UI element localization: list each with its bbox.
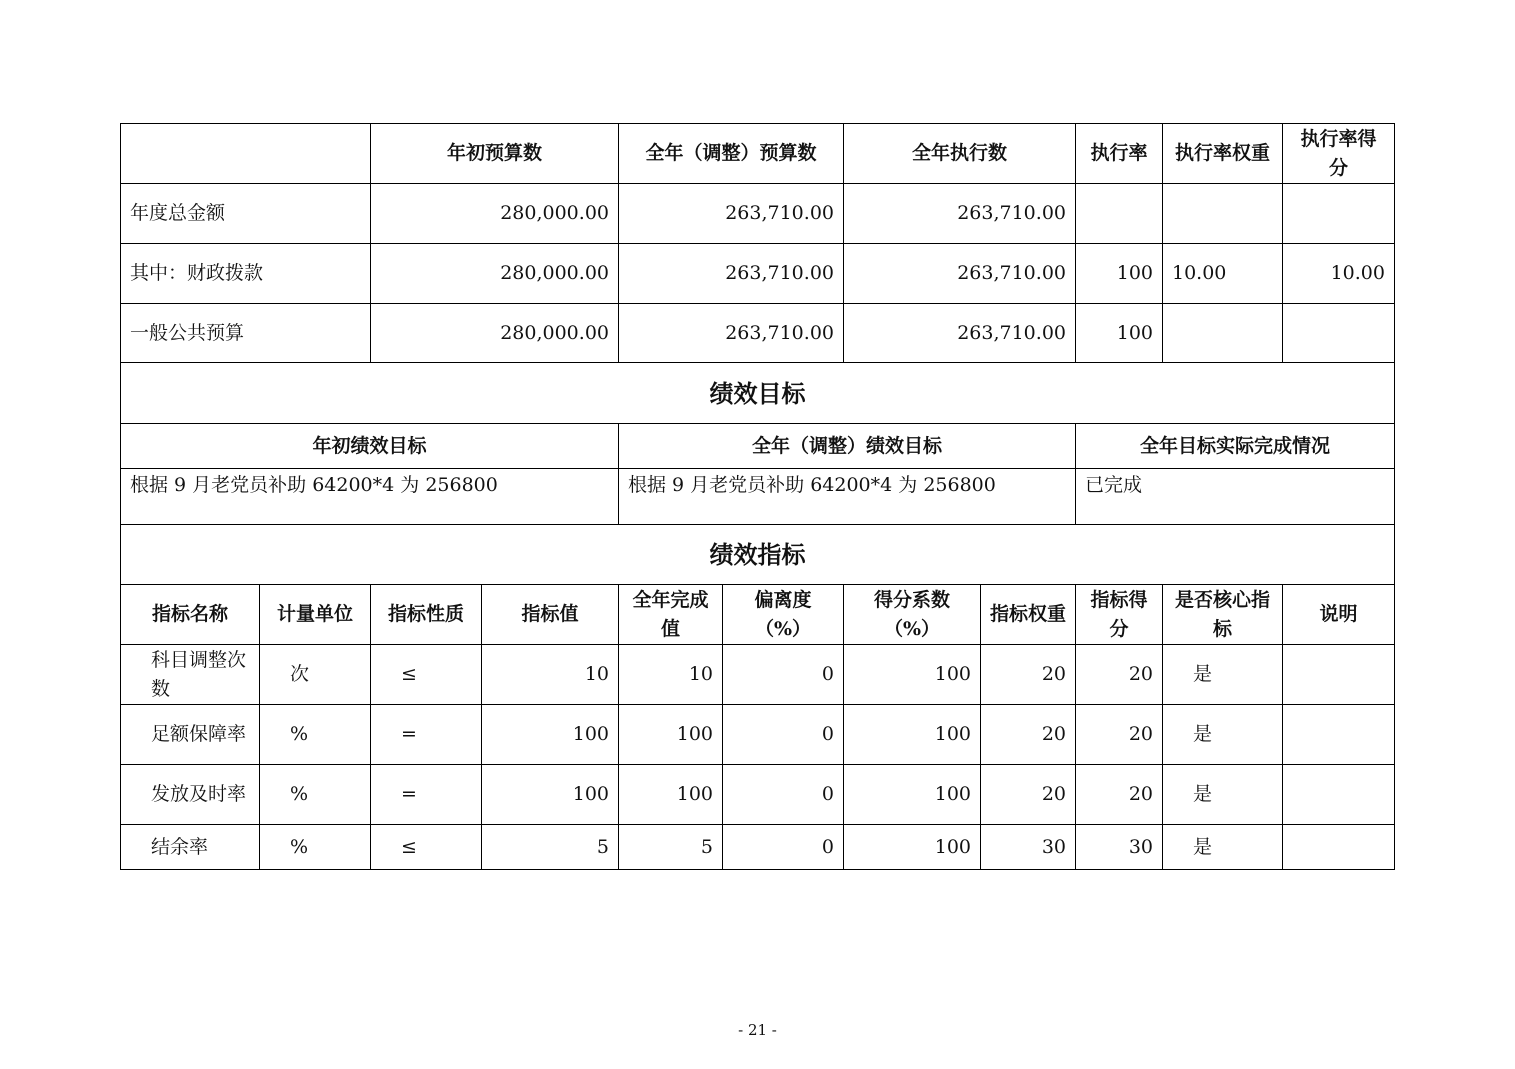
budget-score-value <box>1283 184 1395 244</box>
budget-executed-value: 263,710.00 <box>844 244 1076 304</box>
indicator-name: 足额保障率 <box>121 705 260 765</box>
indicator-nature: ≤ <box>371 825 482 870</box>
indicator-weight: 30 <box>981 825 1076 870</box>
indicator-completed-value: 100 <box>619 765 723 825</box>
header-initial-budget: 年初预算数 <box>371 124 619 184</box>
indicator-nature: = <box>371 765 482 825</box>
header-deviation: 偏离度（%） <box>723 585 844 645</box>
indicator-completed-value: 10 <box>619 645 723 705</box>
indicator-note <box>1283 825 1395 870</box>
header-unit: 计量单位 <box>260 585 371 645</box>
indicator-target-value: 100 <box>482 705 619 765</box>
indicator-deviation: 0 <box>723 705 844 765</box>
budget-weight-value: 10.00 <box>1163 244 1283 304</box>
header-adjusted-goal: 全年（调整）绩效目标 <box>619 424 1076 469</box>
indicator-core: 是 <box>1163 765 1283 825</box>
budget-adjusted-value: 263,710.00 <box>619 184 844 244</box>
indicator-target-value: 100 <box>482 765 619 825</box>
budget-weight-value <box>1163 184 1283 244</box>
indicator-coefficient: 100 <box>844 705 981 765</box>
indicator-target-value: 5 <box>482 825 619 870</box>
indicator-deviation: 0 <box>723 825 844 870</box>
indicator-score: 20 <box>1076 645 1163 705</box>
indicator-weight: 20 <box>981 705 1076 765</box>
indicator-core: 是 <box>1163 825 1283 870</box>
budget-initial-value: 280,000.00 <box>371 304 619 363</box>
indicators-section-title: 绩效指标 <box>121 525 1395 585</box>
indicator-name: 发放及时率 <box>121 765 260 825</box>
header-indicator-weight: 指标权重 <box>981 585 1076 645</box>
header-actual-completion: 全年目标实际完成情况 <box>1076 424 1395 469</box>
indicator-target-value: 10 <box>482 645 619 705</box>
header-initial-goal: 年初绩效目标 <box>121 424 619 469</box>
indicator-nature: ≤ <box>371 645 482 705</box>
indicator-score: 20 <box>1076 705 1163 765</box>
indicator-weight: 20 <box>981 765 1076 825</box>
initial-goal-text: 根据 9 月老党员补助 64200*4 为 256800 <box>121 469 619 525</box>
indicator-completed-value: 5 <box>619 825 723 870</box>
budget-weight-value <box>1163 304 1283 363</box>
actual-completion-text: 已完成 <box>1076 469 1395 525</box>
header-note: 说明 <box>1283 585 1395 645</box>
header-adjusted-budget: 全年（调整）预算数 <box>619 124 844 184</box>
budget-initial-value: 280,000.00 <box>371 184 619 244</box>
indicator-note <box>1283 765 1395 825</box>
indicator-unit: % <box>260 765 371 825</box>
indicator-unit: % <box>260 705 371 765</box>
indicator-score: 30 <box>1076 825 1163 870</box>
budget-executed-value: 263,710.00 <box>844 304 1076 363</box>
budget-rate-value: 100 <box>1076 244 1163 304</box>
indicator-deviation: 0 <box>723 645 844 705</box>
header-executed: 全年执行数 <box>844 124 1076 184</box>
header-coefficient: 得分系数（%） <box>844 585 981 645</box>
indicator-core: 是 <box>1163 705 1283 765</box>
header-exec-rate: 执行率 <box>1076 124 1163 184</box>
indicator-unit: 次 <box>260 645 371 705</box>
budget-initial-value: 280,000.00 <box>371 244 619 304</box>
indicator-note <box>1283 705 1395 765</box>
adjusted-goal-text: 根据 9 月老党员补助 64200*4 为 256800 <box>619 469 1076 525</box>
budget-row-label: 年度总金额 <box>121 184 371 244</box>
indicator-note <box>1283 645 1395 705</box>
indicator-coefficient: 100 <box>844 765 981 825</box>
indicator-unit: % <box>260 825 371 870</box>
budget-score-value: 10.00 <box>1283 244 1395 304</box>
page-number: - 21 - <box>738 1021 777 1039</box>
budget-rate-value <box>1076 184 1163 244</box>
indicator-name: 科目调整次数 <box>121 645 260 705</box>
budget-header-blank <box>121 124 371 184</box>
goals-section-title: 绩效目标 <box>121 363 1395 424</box>
header-core-indicator: 是否核心指标 <box>1163 585 1283 645</box>
indicator-nature: = <box>371 705 482 765</box>
header-exec-score: 执行率得分 <box>1283 124 1395 184</box>
budget-row-label: 其中：财政拨款 <box>121 244 371 304</box>
header-completed-value: 全年完成值 <box>619 585 723 645</box>
budget-adjusted-value: 263,710.00 <box>619 304 844 363</box>
indicator-weight: 20 <box>981 645 1076 705</box>
budget-score-value <box>1283 304 1395 363</box>
indicator-coefficient: 100 <box>844 645 981 705</box>
header-nature: 指标性质 <box>371 585 482 645</box>
indicator-name: 结余率 <box>121 825 260 870</box>
indicator-completed-value: 100 <box>619 705 723 765</box>
header-exec-weight: 执行率权重 <box>1163 124 1283 184</box>
budget-row-label: 一般公共预算 <box>121 304 371 363</box>
header-indicator-score: 指标得分 <box>1076 585 1163 645</box>
header-target-value: 指标值 <box>482 585 619 645</box>
indicator-score: 20 <box>1076 765 1163 825</box>
performance-table <box>120 123 1395 870</box>
indicator-coefficient: 100 <box>844 825 981 870</box>
budget-adjusted-value: 263,710.00 <box>619 244 844 304</box>
budget-executed-value: 263,710.00 <box>844 184 1076 244</box>
indicator-deviation: 0 <box>723 765 844 825</box>
header-indicator-name: 指标名称 <box>121 585 260 645</box>
indicator-core: 是 <box>1163 645 1283 705</box>
budget-rate-value: 100 <box>1076 304 1163 363</box>
